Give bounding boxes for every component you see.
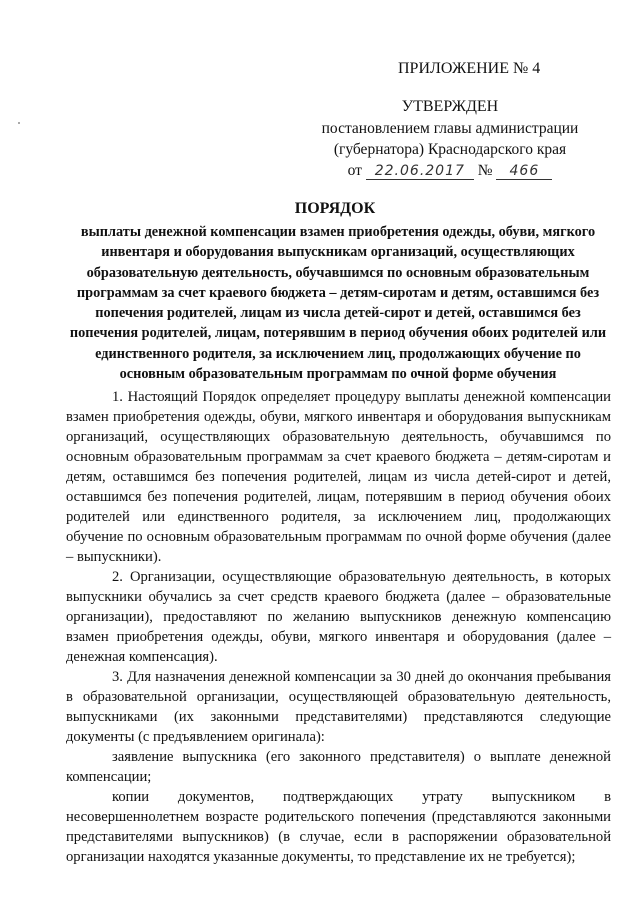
paragraph-copies: копии документов, подтверждающих утрату выпускником в несовершеннолетнем возрасте родительского попечения (представляются законными представителями выпускников) (в случае, если в распоряжении образовательной организации находятся указанные документы, то представление их не требуется); [66,789,611,865]
date-number-line [300,160,600,181]
handwritten-number: 466 [496,163,552,180]
from-label: от [347,162,362,179]
paragraph-2: 2. Организации, осуществляющие образовательную деятельность, в которых выпускники обучались за счет средств краевого бюджета (далее – образовательные организации), предоставляют по желанию выпускников денежную компенсацию взамен приобретения одежды, обуви, мягкого инвентаря и оборудования (далее – денежная компенсация). [66,569,611,665]
approval-block [300,96,600,181]
scan-speck [18,122,20,124]
document-subtitle: выплаты денежной компенсации взамен приобретения одежды, обуви, мягкого инвентаря и оборудования выпускникам организаций, осуществляющих образовательную деятельность, обучавшимся по основным образовательным программам за счет краевого бюджета – детям-сиротам и детям, оставшимся без попечения родителей, лицам из числа детей-сирот и детей, оставшимся без попечения родителей, лицам, потерявшим в период обучения обоих родителей или единственного родителя, за исключением лиц, продолжающих обучение по основным образовательным программам по очной форме обучения [69,224,607,383]
document-body [66,387,611,867]
decree-line-1: постановлением главы администрации [321,120,579,137]
handwritten-date: 22.06.2017 [366,163,474,180]
decree-line-2: (губернатора) Краснодарского края [333,141,567,158]
approved-heading: УТВЕРЖДЕН [401,98,499,115]
paragraph-1: 1. Настоящий Порядок определяет процедуру выплаты денежной компенсации взамен приобретения одежды, обуви, мягкого инвентаря и оборудования выпускникам организаций, осуществляющих образовательную деятельность, обучавшимся по основным образовательным программам за счет краевого бюджета – детям-сиротам и детям, оставшимся без попечения родителей, лицам из числа детей-сирот и детей, оставшимся без попечения родителей, лицам, потерявшим в период обучения обоих родителей или единственного родителя, за исключением лиц, продолжающих обучение по основным образовательным программам по очной форме обучения (далее – выпускники). [66,389,611,565]
document-title: ПОРЯДОК [294,200,376,217]
paragraph-application: заявление выпускника (его законного представителя) о выплате денежной компенсации; [66,749,611,785]
appendix-label: ПРИЛОЖЕНИЕ № 4 [398,60,541,77]
paragraph-3: 3. Для назначения денежной компенсации за 30 дней до окончания пребывания в образовательной организации, осуществляющей образовательную деятельность, выпускниками (их законными представителями) представляются следующие документы (с предъявлением оригинала): [66,669,611,745]
number-label: № [477,162,493,179]
